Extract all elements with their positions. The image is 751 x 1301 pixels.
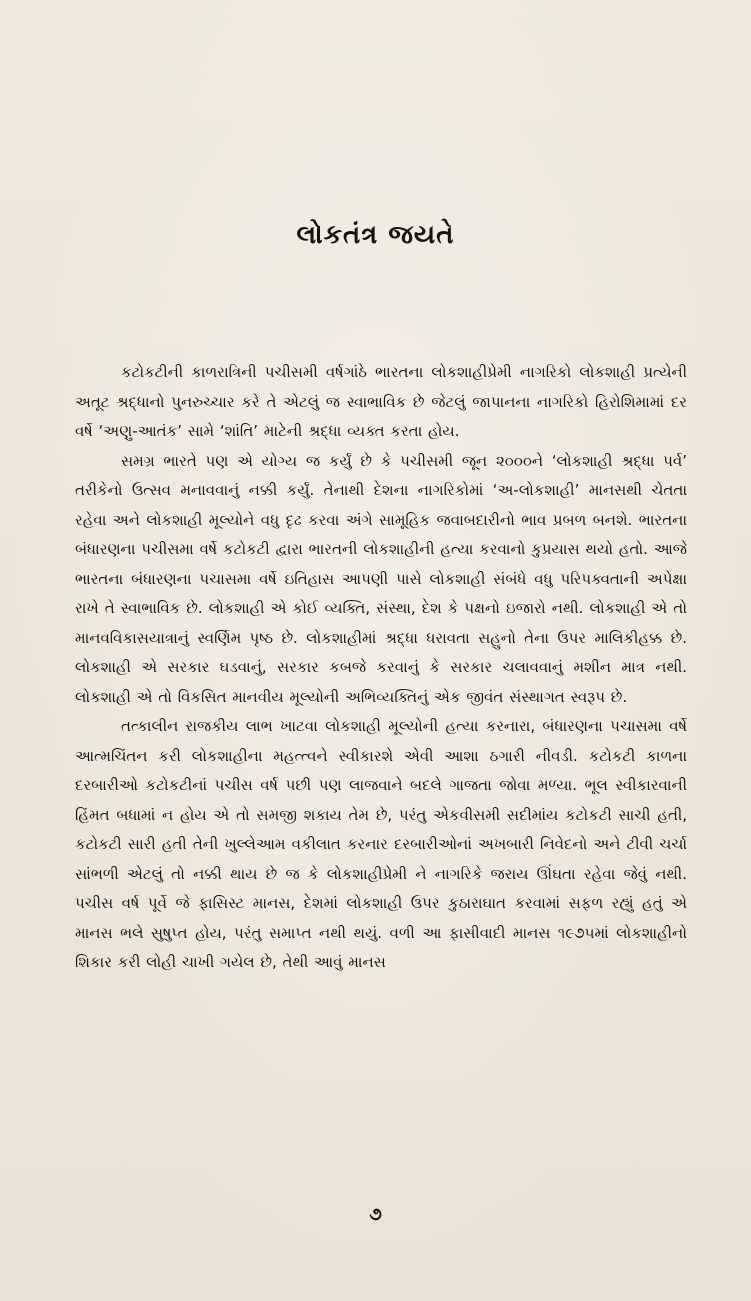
chapter-title: લોકતંત્ર જયતે (296, 220, 455, 250)
paragraph-1: કટોકટીની કાળરાત્રિની પચીસમી વર્ષગાંઠે ભારતના લોકશાહીપ્રેમી નાગરિકો લોકશાહી પ્રત્યેની અતૂટ શ્રદ્ધાનો પુનરુચ્ચાર કરે તે એટલું જ સ્વાભાવિક છે જેટલું જાપાનના નાગરિકો હિરોશિમામાં દર વર્ષે ‘અણુ-આતંક’ સામે ‘શાંતિ’ માટેની શ્રદ્ધા વ્યક્ત કરતા હોય. (75, 363, 687, 440)
page-number: ૭ (369, 1204, 382, 1225)
body-text (75, 358, 687, 978)
paragraph-3: તત્કાલીન રાજકીય લાભ ખાટવા લોકશાહી મૂલ્યોની હત્યા કરનારા, બંધારણના પચાસમા વર્ષે આત્મચિંતન કરી લોકશાહીના મહત્ત્વને સ્વીકારશે એવી આશા ઠગારી નીવડી. કટોકટી કાળના દરબારીઓ કટોકટીનાં પચીસ વર્ષ પછી પણ લાજવાને બદલે ગાજતા જોવા મળ્યા. ભૂલ સ્વીકારવાની હિંમત બધામાં ન હોય એ તો સમજી શકાય તેમ છે, પરંતુ એકવીસમી સદીમાંય કટોકટી સાચી હતી, કટોકટી સારી હતી તેની ખુલ્લેઆમ વકીલાત કરનાર દરબારીઓનાં અખબારી નિવેદનો અને ટીવી ચર્ચા સાંભળી એટલું તો નક્કી થાય છે જ કે લોકશાહીપ્રેમી ને નાગરિકે જરાય ઊંઘતા રહેવા જેવું નથી. પચીસ વર્ષ પૂર્વે જે ફાસિસ્ટ માનસ, દેશમાં લોકશાહી ઉપર કુઠારાઘાત કરવામાં સફળ રહ્યું હતું એ માનસ ભલે સુષુપ્ત હોય, પરંતુ સમાપ્ત નથી થયું. વળી આ ફાસીવાદી માનસ ૧૯૭૫માં લોકશાહીનો શિકાર કરી લોહી ચાખી ગયેલ છે, તેથી આવું માનસ (75, 717, 687, 971)
paragraph-2: સમગ્ર ભારતે પણ એ યોગ્ય જ કર્યું છે કે પચીસમી જૂન ૨૦૦૦ને ‘લોકશાહી શ્રદ્ધા પર્વ’ તરીકેનો ઉત્સવ મનાવવાનું નક્કી કર્યું. તેનાથી દેશના નાગરિકોમાં ‘અ-લોકશાહી’ માનસથી ચેતતા રહેવા અને લોકશાહી મૂલ્યોને વધુ દૃઢ કરવા અંગે સામૂહિક જવાબદારીનો ભાવ પ્રબળ બનશે. ભારતના બંધારણના પચીસમા વર્ષે કટોકટી દ્વારા ભારતની લોકશાહીની હત્યા કરવાનો કુપ્રયાસ થયો હતો. આજે ભારતના બંધારણના પચાસમા વર્ષે ઇતિહાસ આપણી પાસે લોકશાહી સંબંધે વધુ પરિપક્વતાની અપેક્ષા રાખે તે સ્વાભાવિક છે. લોકશાહી એ કોઈ વ્યક્તિ, સંસ્થા, દેશ કે પક્ષનો ઇજારો નથી. લોકશાહી એ તો માનવવિકાસયાત્રાનું સ્વર્ણિમ પૃષ્ઠ છે. લોકશાહીમાં શ્રદ્ધા ધરાવતા સહુનો તેના ઉપર માલિકીહક્ક છે. લોકશાહી એ સરકાર ઘડવાનું, સરકાર કબજે કરવાનું કે સરકાર ચલાવવાનું મશીન માત્ર નથી. લોકશાહી એ તો વિકસિત માનવીય મૂલ્યોની અભિવ્યક્તિનું એક જીવંત સંસ્થાગત સ્વરૂપ છે. (75, 451, 687, 706)
